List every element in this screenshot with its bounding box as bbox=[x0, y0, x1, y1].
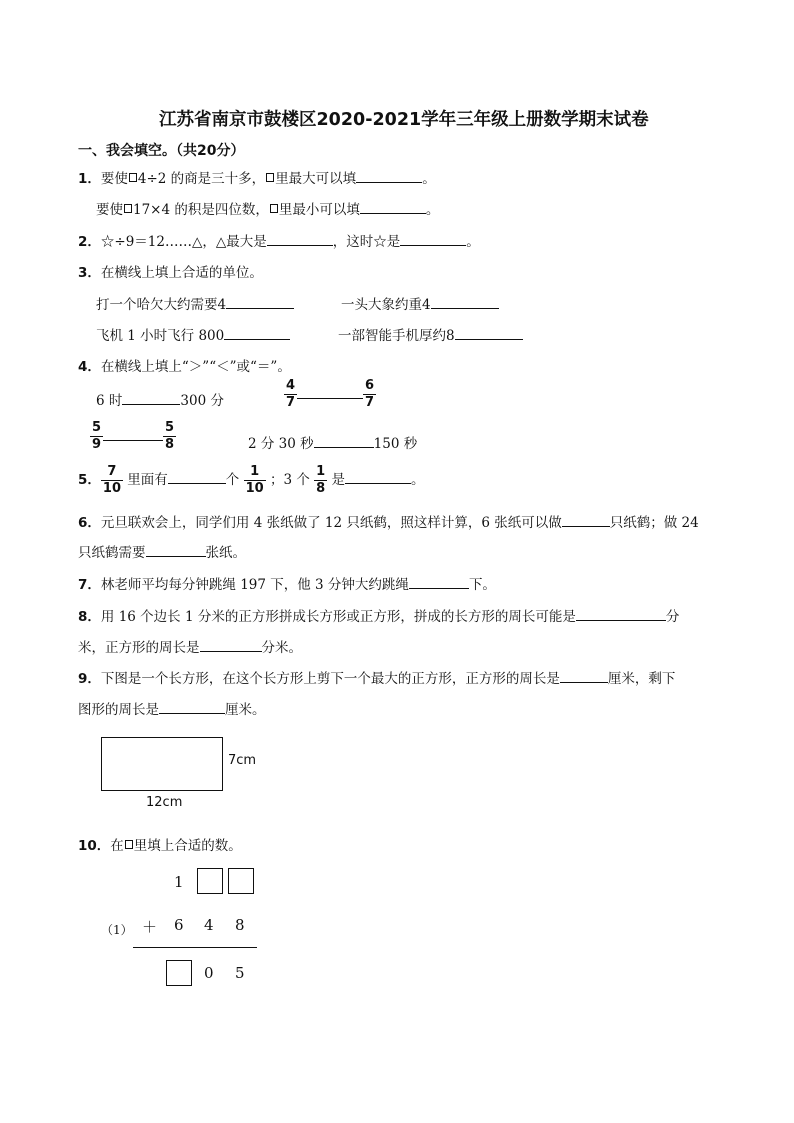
question-3-item-3: 飞机 1 小时飞行 800 bbox=[96, 324, 290, 344]
addend-2-digit: 4 bbox=[204, 916, 214, 934]
exam-title: 江苏省南京市鼓楼区2020-2021学年三年级上册数学期末试卷 bbox=[159, 110, 649, 130]
answer-blank[interactable] bbox=[431, 294, 499, 309]
sum-line bbox=[133, 947, 257, 948]
digit-box[interactable] bbox=[197, 868, 223, 894]
answer-blank[interactable] bbox=[122, 390, 180, 405]
question-number: 10． bbox=[78, 838, 111, 854]
question-3: 3．在横线上填上合适的单位。 bbox=[78, 265, 263, 281]
question-number: 3． bbox=[78, 265, 101, 281]
question-9-line-1: 9．下图是一个长方形，在这个长方形上剪下一个最大的正方形，正方形的周长是 厘米，剩下 bbox=[78, 667, 675, 687]
question-1-line-2: 要使 17×4 的积是四位数， 里最小可以填 。 bbox=[96, 198, 439, 218]
answer-blank[interactable] bbox=[267, 231, 333, 246]
question-number: 6． bbox=[78, 515, 101, 531]
fraction: $\frac{7}{10}$ bbox=[102, 464, 121, 496]
fraction: $\frac{4}{7}$ bbox=[286, 378, 296, 410]
question-number: 5． bbox=[78, 472, 101, 488]
answer-blank[interactable] bbox=[224, 325, 290, 340]
answer-blank[interactable] bbox=[297, 390, 363, 399]
question-number: 8． bbox=[78, 609, 101, 625]
question-4-compare-1: 6 时 300 分 bbox=[96, 389, 224, 409]
answer-blank[interactable] bbox=[576, 606, 666, 621]
plus-sign: ＋ bbox=[142, 918, 158, 936]
question-3-item-2: 一头大象约重4 bbox=[341, 293, 499, 313]
question-9-line-2: 图形的周长是 厘米。 bbox=[78, 698, 266, 718]
sum-digit: 5 bbox=[235, 964, 245, 982]
fraction: $\frac{1}{8}$ bbox=[316, 464, 326, 496]
addend-2-digit: 8 bbox=[235, 916, 245, 934]
answer-blank[interactable] bbox=[159, 699, 225, 714]
sub-question-label: （1） bbox=[101, 923, 133, 937]
addend-2-digit: 6 bbox=[174, 916, 184, 934]
sum-digit: 0 bbox=[204, 964, 214, 982]
answer-blank[interactable] bbox=[409, 574, 469, 589]
question-4-compare-4: 2 分 30 秒 150 秒 bbox=[248, 432, 417, 452]
question-number: 4． bbox=[78, 359, 101, 375]
answer-blank[interactable] bbox=[103, 432, 163, 441]
question-4-compare-2 bbox=[284, 378, 376, 411]
question-4: 4．在横线上填上“＞”“＜”或“＝”。 bbox=[78, 359, 291, 375]
answer-blank[interactable] bbox=[455, 325, 523, 340]
question-6-line-1: 6．元旦联欢会上，同学们用 4 张纸做了 12 只纸鹤，照这样计算，6 张纸可以做 只纸鹤；做 24 bbox=[78, 511, 699, 531]
fraction: $\frac{1}{10}$ bbox=[245, 464, 264, 496]
question-7: 7．林老师平均每分钟跳绳 197 下，他 3 分钟大约跳绳 下。 bbox=[78, 573, 496, 593]
answer-blank[interactable] bbox=[356, 168, 422, 183]
section-heading: 一、我会填空。（共20分） bbox=[78, 143, 245, 159]
addend-1-digit: 1 bbox=[174, 873, 184, 891]
question-2: 2．☆÷9＝12……△，△最大是 ，这时☆是 。 bbox=[78, 230, 480, 250]
small-box-icon bbox=[125, 840, 133, 849]
answer-blank[interactable] bbox=[400, 231, 466, 246]
answer-blank[interactable] bbox=[345, 469, 411, 484]
question-1-line-1: 1．要使 4÷2 的商是三十多， 里最大可以填 。 bbox=[78, 167, 436, 187]
question-8-line-1: 8．用 16 个边长 1 分米的正方形拼成长方形或正方形，拼成的长方形的周长可能是 分 bbox=[78, 605, 679, 625]
small-box-icon bbox=[124, 204, 132, 213]
question-8-line-2: 米，正方形的周长是 分米。 bbox=[78, 636, 302, 656]
question-4-compare-3 bbox=[90, 420, 176, 453]
question-5: 5． $\frac{7}{10}$ 里面有 个 $\frac{1}{10}$ ；3 个 $\frac{1}{8}$ 是 。 bbox=[78, 464, 425, 496]
question-number: 9． bbox=[78, 671, 101, 687]
answer-blank[interactable] bbox=[562, 512, 610, 527]
question-6-line-2: 只纸鹤需要 张纸。 bbox=[78, 541, 246, 561]
digit-box[interactable] bbox=[166, 960, 192, 986]
small-box-icon bbox=[129, 173, 137, 182]
width-label: 12cm bbox=[146, 795, 183, 810]
fraction: $\frac{5}{9}$ bbox=[92, 420, 102, 452]
answer-blank[interactable] bbox=[360, 199, 426, 214]
answer-blank[interactable] bbox=[146, 542, 206, 557]
question-10: 10．在 里填上合适的数。 bbox=[78, 838, 242, 854]
question-number: 1． bbox=[78, 171, 101, 187]
answer-blank[interactable] bbox=[168, 469, 226, 484]
small-box-icon bbox=[270, 204, 278, 213]
answer-blank[interactable] bbox=[314, 433, 374, 448]
digit-box[interactable] bbox=[228, 868, 254, 894]
fraction: $\frac{5}{8}$ bbox=[165, 420, 175, 452]
height-label: 7cm bbox=[228, 753, 257, 768]
question-3-item-1: 打一个哈欠大约需要4 bbox=[96, 293, 294, 313]
question-3-item-4: 一部智能手机厚约8 bbox=[338, 324, 523, 344]
question-number: 2． bbox=[78, 234, 101, 250]
answer-blank[interactable] bbox=[226, 294, 294, 309]
answer-blank[interactable] bbox=[560, 668, 608, 683]
fraction: $\frac{6}{7}$ bbox=[365, 378, 375, 410]
rectangle-figure bbox=[101, 737, 223, 791]
question-number: 7． bbox=[78, 577, 101, 593]
small-box-icon bbox=[266, 173, 274, 182]
answer-blank[interactable] bbox=[200, 637, 262, 652]
